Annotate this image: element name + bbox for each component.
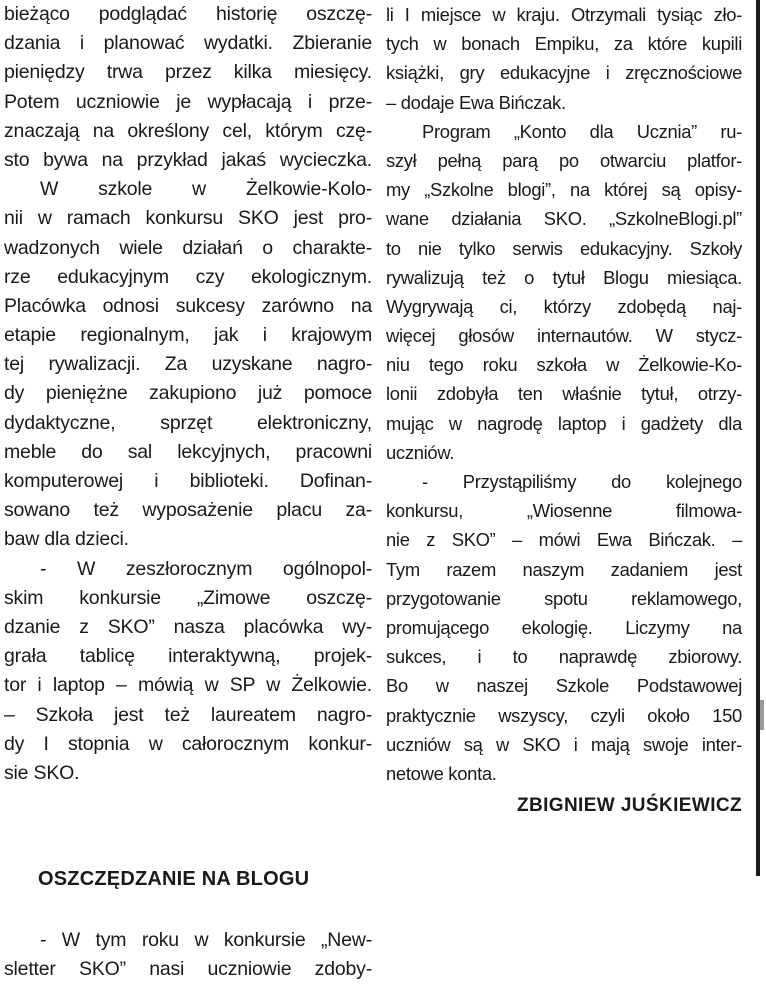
- text-line: tej rywalizacji. Za uzyskane nagro-: [4, 353, 372, 376]
- text-line: Placówka odnosi sukcesy zarówno na: [4, 294, 372, 317]
- text-line: mując w nagrodę laptop i gadżety dla: [386, 412, 742, 434]
- text-line: lonii zdobyła ten właśnie tytuł, otrzy-: [386, 383, 742, 405]
- text-line: więcej głosów internautów. W stycz-: [386, 325, 742, 347]
- text-line: tor i laptop – mówią w SP w Żelkowie.: [4, 674, 372, 697]
- text-line: komputerowej i biblioteki. Dofinan-: [4, 470, 372, 492]
- text-line: dy pieniężne zakupiono już pomoce: [4, 382, 372, 405]
- text-line: wadzonych wiele działań o charakte-: [4, 236, 372, 259]
- text-line: Program „Konto dla Ucznia” ru-: [422, 120, 742, 142]
- text-line: baw dla dzieci.: [4, 528, 129, 551]
- text-line: dzanie z SKO” nasza placówka wy-: [4, 615, 372, 638]
- text-line: tych w bonach Empiku, za które kupili: [386, 33, 742, 55]
- section-heading: OSZCZĘDZANIE NA BLOGU: [38, 868, 310, 890]
- text-line: niu tego roku szkoła w Żelkowie-Ko-: [386, 354, 742, 376]
- text-line: książki, gry edukacyjne i zręcznościowe: [386, 62, 742, 84]
- text-line: - Przystąpiliśmy do kolejnego: [422, 471, 742, 492]
- text-line: nii w ramach konkursu SKO jest pro-: [4, 207, 372, 230]
- text-line: bieżąco podglądać historię oszczę-: [4, 3, 372, 25]
- text-line: szył pełną parą po otwarciu platfor-: [386, 149, 742, 171]
- text-line: praktycznie wszyscy, czyli około 150: [386, 704, 742, 726]
- text-line: sto bywa na przykład jakaś wycieczka.: [4, 148, 372, 171]
- text-line: dydaktyczne, sprzęt elektroniczny,: [4, 411, 372, 434]
- text-line: - W zeszłorocznym ogólnopol-: [40, 557, 372, 580]
- text-line: etapie regionalnym, jak i krajowym: [4, 324, 372, 347]
- text-line: Tym razem naszym zadaniem jest: [386, 558, 742, 580]
- text-line: znaczają na określony cel, którym czę-: [4, 119, 372, 142]
- text-line: grała tablicę interaktywną, projek-: [4, 645, 372, 668]
- text-line: rze edukacyjnym czy ekologicznym.: [4, 265, 372, 288]
- text-line: Wygrywają ci, którzy zdobędą naj-: [386, 295, 742, 317]
- text-line: skim konkursie „Zimowe oszczę-: [4, 586, 372, 609]
- text-line: meble do sal lekcyjnych, pracowni: [4, 440, 372, 463]
- text-line: dy I stopnia w całorocznym konkur-: [4, 732, 372, 755]
- text-line: sowano też wyposażenie placu za-: [4, 499, 372, 522]
- left-column-continuation: [4, 926, 372, 984]
- page-edge-mark: [760, 700, 764, 730]
- text-line: konkursu, „Wiosenne filmowa-: [386, 500, 742, 522]
- text-line: Bo w naszej Szkole Podstawowej: [386, 675, 742, 697]
- text-line: przygotowanie spotu reklamowego,: [386, 587, 742, 609]
- text-line: dzania i planować wydatki. Zbieranie: [4, 32, 372, 55]
- text-line: sletter SKO” nasi uczniowie zdoby-: [4, 958, 372, 981]
- text-line: – Szkoła jest też laureatem nagro-: [4, 703, 372, 726]
- text-line: netowe konta.: [386, 762, 497, 784]
- author-signature: ZBIGNIEW JUŚKIEWICZ: [516, 795, 742, 817]
- left-column: [4, 0, 372, 788]
- text-line: rywalizują też o tytuł Blogu miesiąca.: [386, 266, 742, 288]
- text-line: uczniów.: [386, 441, 455, 463]
- text-line: W szkole w Żelkowie-Kolo-: [40, 178, 372, 201]
- text-line: – dodaje Ewa Bińczak.: [386, 91, 566, 113]
- text-line: sukces, i to naprawdę zbiorowy.: [386, 646, 742, 668]
- text-line: sie SKO.: [4, 761, 80, 784]
- text-line: pieniędzy trwa przez kilka miesięcy.: [4, 61, 372, 84]
- right-column: [386, 0, 742, 820]
- text-line: li I miejsce w kraju. Otrzymali tysiąc zło-: [386, 4, 742, 25]
- text-line: uczniów są w SKO i mają swoje inter-: [386, 733, 742, 755]
- text-line: my „Szkolne blogi”, na której są opisy-: [386, 179, 742, 201]
- text-line: Potem uczniowie je wypłacają i prze-: [4, 90, 372, 113]
- text-line: wane działania SKO. „SzkolneBlogi.pl”: [386, 208, 742, 230]
- page-edge-rule: [756, 0, 760, 876]
- text-line: nie z SKO” – mówi Ewa Bińczak. –: [386, 529, 742, 551]
- text-line: to nie tylko serwis edukacyjny. Szkoły: [386, 237, 742, 259]
- text-line: promującego ekologię. Liczymy na: [386, 616, 742, 638]
- text-line: - W tym roku w konkursie „New-: [40, 929, 372, 951]
